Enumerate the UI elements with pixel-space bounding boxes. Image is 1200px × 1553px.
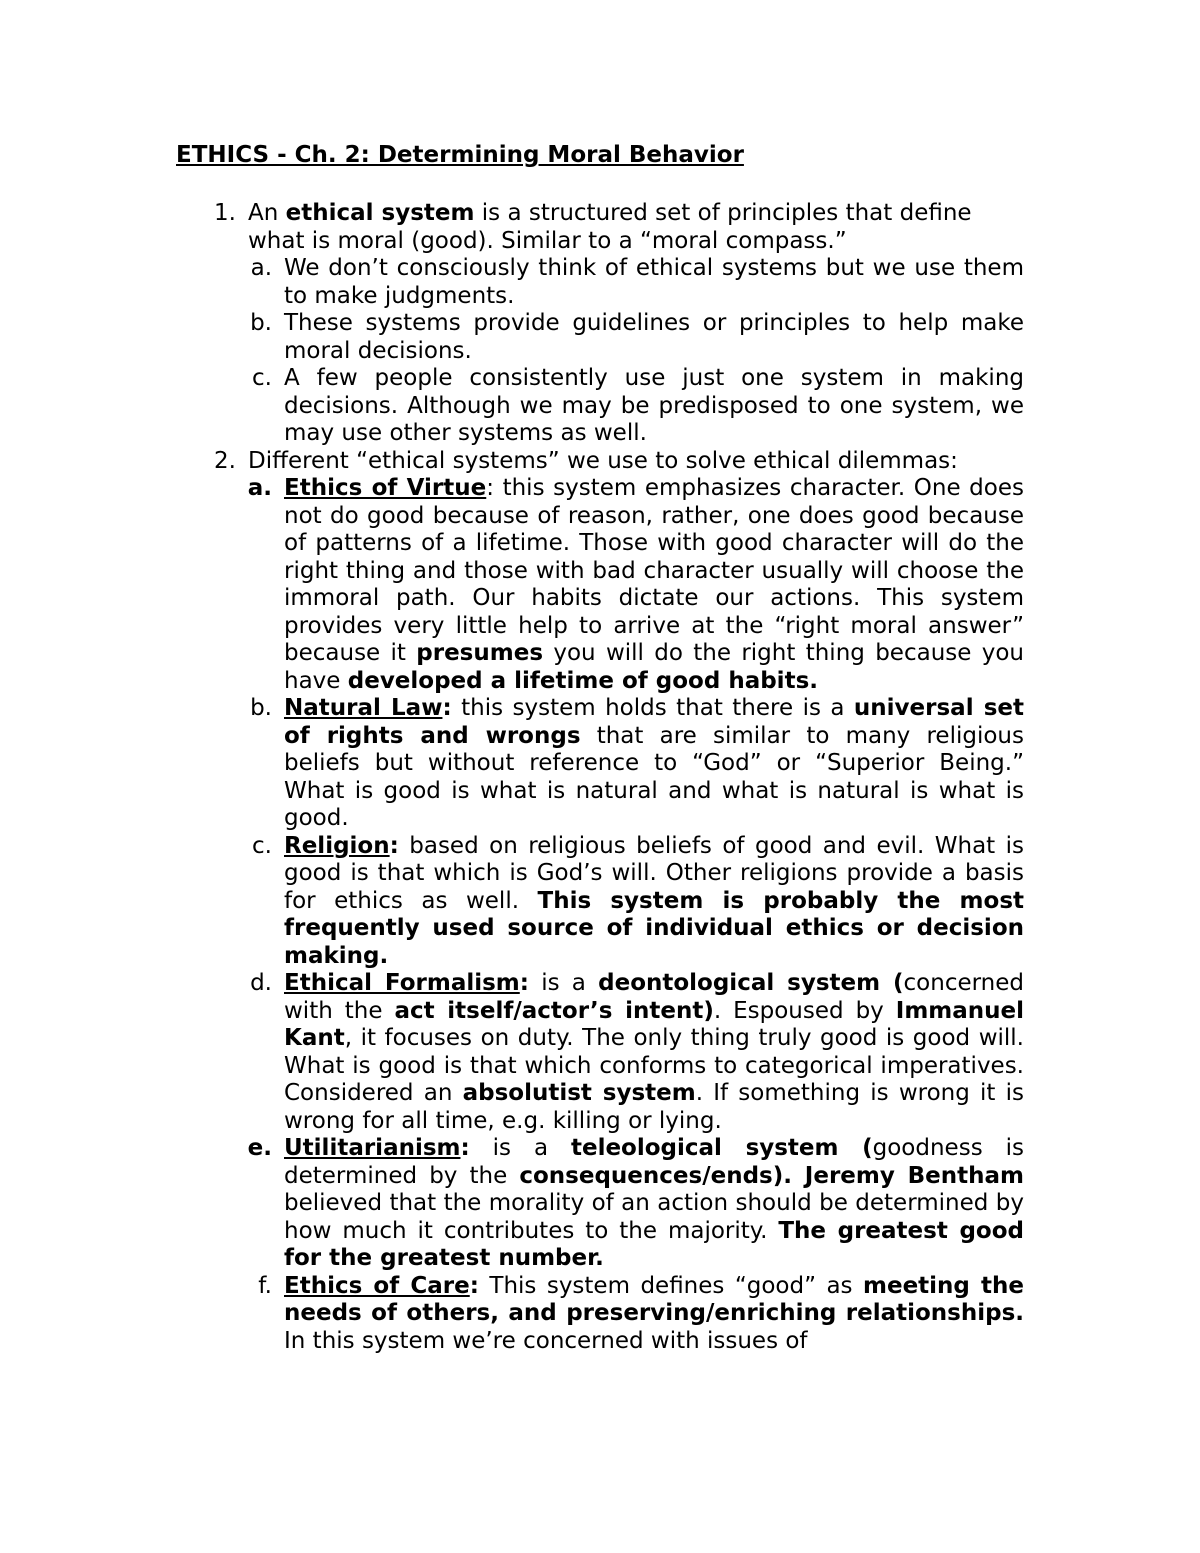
term-religion: Religion bbox=[284, 832, 390, 859]
list-item-text: Utilitarianism: is a teleological system (goodness is determined by the consequences/ends). Jeremy Bentham believed that the morality of an action should be determined by how much it contributes to the majority. The greatest good for the greatest number. bbox=[284, 1135, 1025, 1271]
list-item-text: Ethics of Care: This system defines “good” as meeting the needs of others, and preserving/enriching relationships. In this system we’re concerned with issues of bbox=[284, 1272, 1024, 1354]
sub-item-1b bbox=[176, 310, 1024, 365]
list-item-text: Natural Law: this system holds that there is a universal set of rights and wrongs that are similar to many religious beliefs but without reference to “God” or “Superior Being.” What is good is what is natural and what is natural is what is good. bbox=[284, 695, 1025, 831]
list-marker: a. bbox=[250, 255, 272, 281]
term-ethics-of-virtue: Ethics of Virtue bbox=[284, 475, 487, 501]
list-marker: b. bbox=[250, 695, 272, 721]
list-marker: d. bbox=[250, 970, 272, 996]
page-title: ETHICS - Ch. 2: Determining Moral Behavior bbox=[176, 142, 744, 168]
list-marker: c. bbox=[252, 832, 272, 859]
list-item-text: We don’t consciously think of ethical systems but we use them to make judgments. bbox=[284, 255, 1024, 309]
list-marker: a. bbox=[247, 475, 272, 501]
list-item-text: These systems provide guidelines or principles to help make moral decisions. bbox=[284, 310, 1024, 364]
list-item-text: Different “ethical systems” we use to solve ethical dilemmas: bbox=[248, 447, 958, 474]
sub-item-natural-law bbox=[176, 695, 1024, 833]
list-item-text: Religion: based on religious beliefs of good and evil. What is good is that which is God’s will. Other religions provide a basis for ethics as well. This system is probably the most frequently used source of individual ethics or decision making. bbox=[284, 832, 1025, 969]
sub-item-religion bbox=[176, 833, 1024, 971]
sub-item-ethical-formalism bbox=[176, 970, 1024, 1135]
sub-item-1a bbox=[176, 255, 1024, 310]
list-item-1 bbox=[176, 200, 1024, 255]
sub-item-ethics-of-care bbox=[176, 1273, 1024, 1356]
term-natural-law: Natural Law bbox=[284, 695, 443, 721]
bold-term: ethical system bbox=[285, 200, 475, 226]
list-marker: c. bbox=[252, 365, 272, 391]
term-utilitarianism: Utilitarianism bbox=[284, 1135, 461, 1161]
sub-item-1c bbox=[176, 365, 1024, 448]
list-item-text: Ethical Formalism: is a deontological system (concerned with the act itself/actor’s intent). Espoused by Immanuel Kant, it focuses on duty. The only thing truly good is good will. What is good is that which conforms to categorical imperatives. Considered an absolutist system. If something is wrong it is wrong for all time, e.g. killing or lying. bbox=[284, 970, 1025, 1134]
term-ethical-formalism: Ethical Formalism bbox=[284, 970, 520, 996]
list-item-2 bbox=[176, 448, 1024, 476]
list-marker: e. bbox=[247, 1135, 272, 1161]
sub-item-ethics-of-virtue bbox=[176, 475, 1024, 695]
list-marker: 1. bbox=[214, 200, 236, 226]
list-item-text: An ethical system is a structured set of principles that define what is moral (good). Similar to a “moral compass.” bbox=[248, 200, 972, 254]
document-page bbox=[176, 138, 1024, 1355]
term-ethics-of-care: Ethics of Care bbox=[284, 1272, 470, 1299]
list-marker: b. bbox=[250, 310, 272, 336]
list-marker: 2. bbox=[214, 447, 236, 474]
list-marker: f. bbox=[258, 1272, 272, 1299]
list-item-text: A few people consistently use just one system in making decisions. Although we may be predisposed to one system, we may use other systems as well. bbox=[284, 365, 1024, 446]
sub-item-utilitarianism bbox=[176, 1135, 1024, 1273]
list-item-text: Ethics of Virtue: this system emphasizes character. One does not do good because of reason, rather, one does good because of patterns of a lifetime. Those with good character will do the right thing and those with bad character usually will choose the immoral path. Our habits dictate our actions. This system provides very little help to arrive at the “right moral answer” because it presumes you will do the right thing because you have developed a lifetime of good habits. bbox=[284, 475, 1025, 694]
